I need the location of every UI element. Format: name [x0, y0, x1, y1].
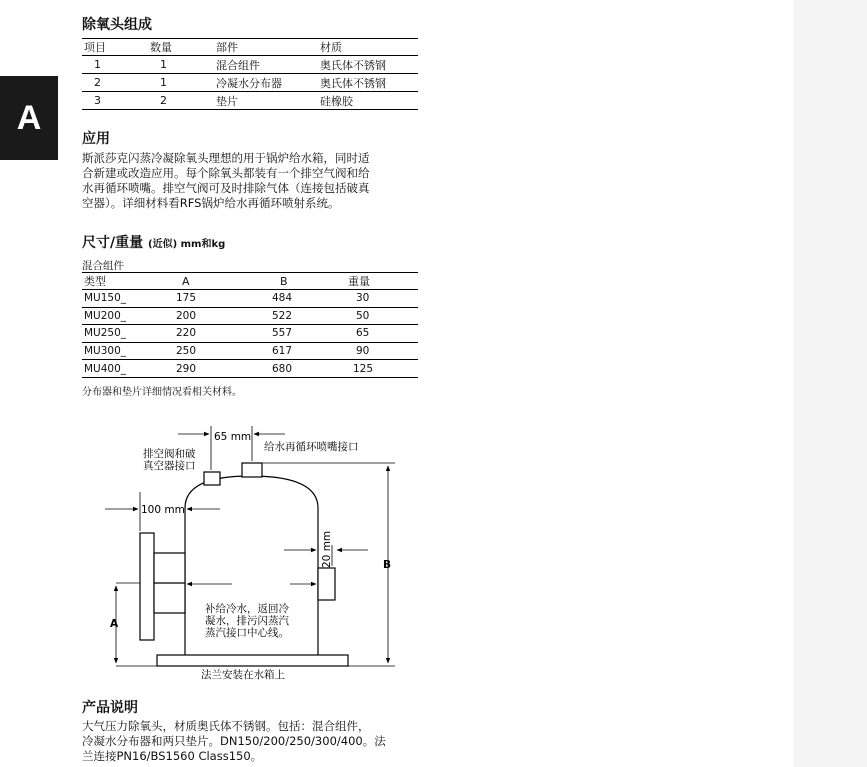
- cell: 硅橡胶: [318, 92, 418, 110]
- vent-connection: [204, 472, 220, 485]
- cell: 65: [346, 325, 418, 343]
- cell: 50: [346, 307, 418, 325]
- text-line: 斯派莎克闪蒸冷凝除氧头理想的用于锅炉给水箱，同时适: [82, 151, 370, 165]
- cell: MU250_: [82, 325, 164, 343]
- cell: MU300_: [82, 342, 164, 360]
- side-connection: [318, 568, 335, 600]
- dim-a-label: A: [110, 618, 119, 630]
- inlet-label-1: 补给冷水，返回冷: [205, 603, 289, 615]
- cell: 557: [260, 325, 346, 343]
- cell: 90: [346, 342, 418, 360]
- mounting-flange: [157, 655, 348, 666]
- inlet-label-3: 蒸汽接口中心线。: [205, 627, 289, 639]
- col-part: 部件: [214, 39, 318, 56]
- cell: 680: [260, 360, 346, 378]
- product-title: 产品说明: [82, 700, 138, 716]
- text-line: 合新建或改造应用。每个除氧头都装有一个排空气阀和给: [82, 166, 370, 180]
- cell: 奥氏体不锈钢: [318, 56, 418, 74]
- cell: 垫片: [214, 92, 318, 110]
- cell: 617: [260, 342, 346, 360]
- cell: MU200_: [82, 307, 164, 325]
- cell: 484: [260, 290, 346, 308]
- text-line: 水再循环喷嘴。排空气阀可及时排除气体（连接包括破真: [82, 181, 370, 195]
- product-section: [82, 697, 418, 764]
- recirc-nozzle: [242, 463, 262, 477]
- cell: 30: [346, 290, 418, 308]
- cell: 混合组件: [214, 56, 318, 74]
- text-line: 大气压力除氧头，材质奥氏体不锈钢。包括：混合组件，: [82, 719, 370, 733]
- cell: 200: [164, 307, 260, 325]
- inlet-label-2: 凝水，排污闪蒸汽: [205, 615, 289, 627]
- col-material: 材质: [318, 39, 418, 56]
- dim-65-label: 65 mm: [214, 431, 252, 443]
- cell: 522: [260, 307, 346, 325]
- dim-100-label: 100 mm: [141, 504, 185, 516]
- cell: 1: [148, 74, 214, 92]
- flange-label: 法兰安装在水箱上: [201, 669, 285, 681]
- cell: 2: [148, 92, 214, 110]
- components-title: 除氧头组成: [82, 17, 152, 33]
- section-tab: A: [0, 76, 58, 160]
- cell: 2: [82, 74, 148, 92]
- product-text: [82, 719, 418, 764]
- cell: 175: [164, 290, 260, 308]
- group-label: 混合组件: [82, 260, 124, 272]
- application-title: 应用: [82, 131, 110, 147]
- col-weight: 重量: [346, 273, 418, 290]
- cell: 冷凝水分布器: [214, 74, 318, 92]
- cell: 3: [82, 92, 148, 110]
- vent-label-1: 排空阀和破: [143, 448, 196, 460]
- dim-20-label: 20 mm: [321, 530, 333, 568]
- text-line: 空器）。详细材料看RFS锅炉给水再循环喷射系统。: [82, 196, 340, 210]
- text-line: 兰连接PN16/BS1560 Class150。: [82, 749, 263, 763]
- cell: 250: [164, 342, 260, 360]
- cell: 290: [164, 360, 260, 378]
- vent-label-2: 真空器接口: [143, 460, 196, 472]
- cell: 奥氏体不锈钢: [318, 74, 418, 92]
- cell: MU400_: [82, 360, 164, 378]
- col-item: 项目: [82, 39, 148, 56]
- recirc-label: 给水再循环喷嘴接口: [264, 441, 359, 453]
- dim-b-label: B: [383, 559, 392, 571]
- cell: MU150_: [82, 290, 164, 308]
- dimensions-subtitle: (近似) mm和kg: [148, 239, 226, 250]
- inlet-flange: [140, 533, 154, 640]
- cell: 1: [82, 56, 148, 74]
- dimensions-note: 分布器和垫片详细情况看相关材料。: [82, 386, 242, 398]
- col-a: A: [164, 273, 260, 290]
- col-qty: 数量: [148, 39, 214, 56]
- text-line: 冷凝水分布器和两只垫片。DN150/200/250/300/400。法: [82, 734, 386, 748]
- cell: 220: [164, 325, 260, 343]
- dimensions-title: 尺寸/重量 (近似) mm和kg: [82, 235, 226, 251]
- cell: 125: [346, 360, 418, 378]
- col-b: B: [260, 273, 346, 290]
- cell: 1: [148, 56, 214, 74]
- col-type: 类型: [82, 273, 164, 290]
